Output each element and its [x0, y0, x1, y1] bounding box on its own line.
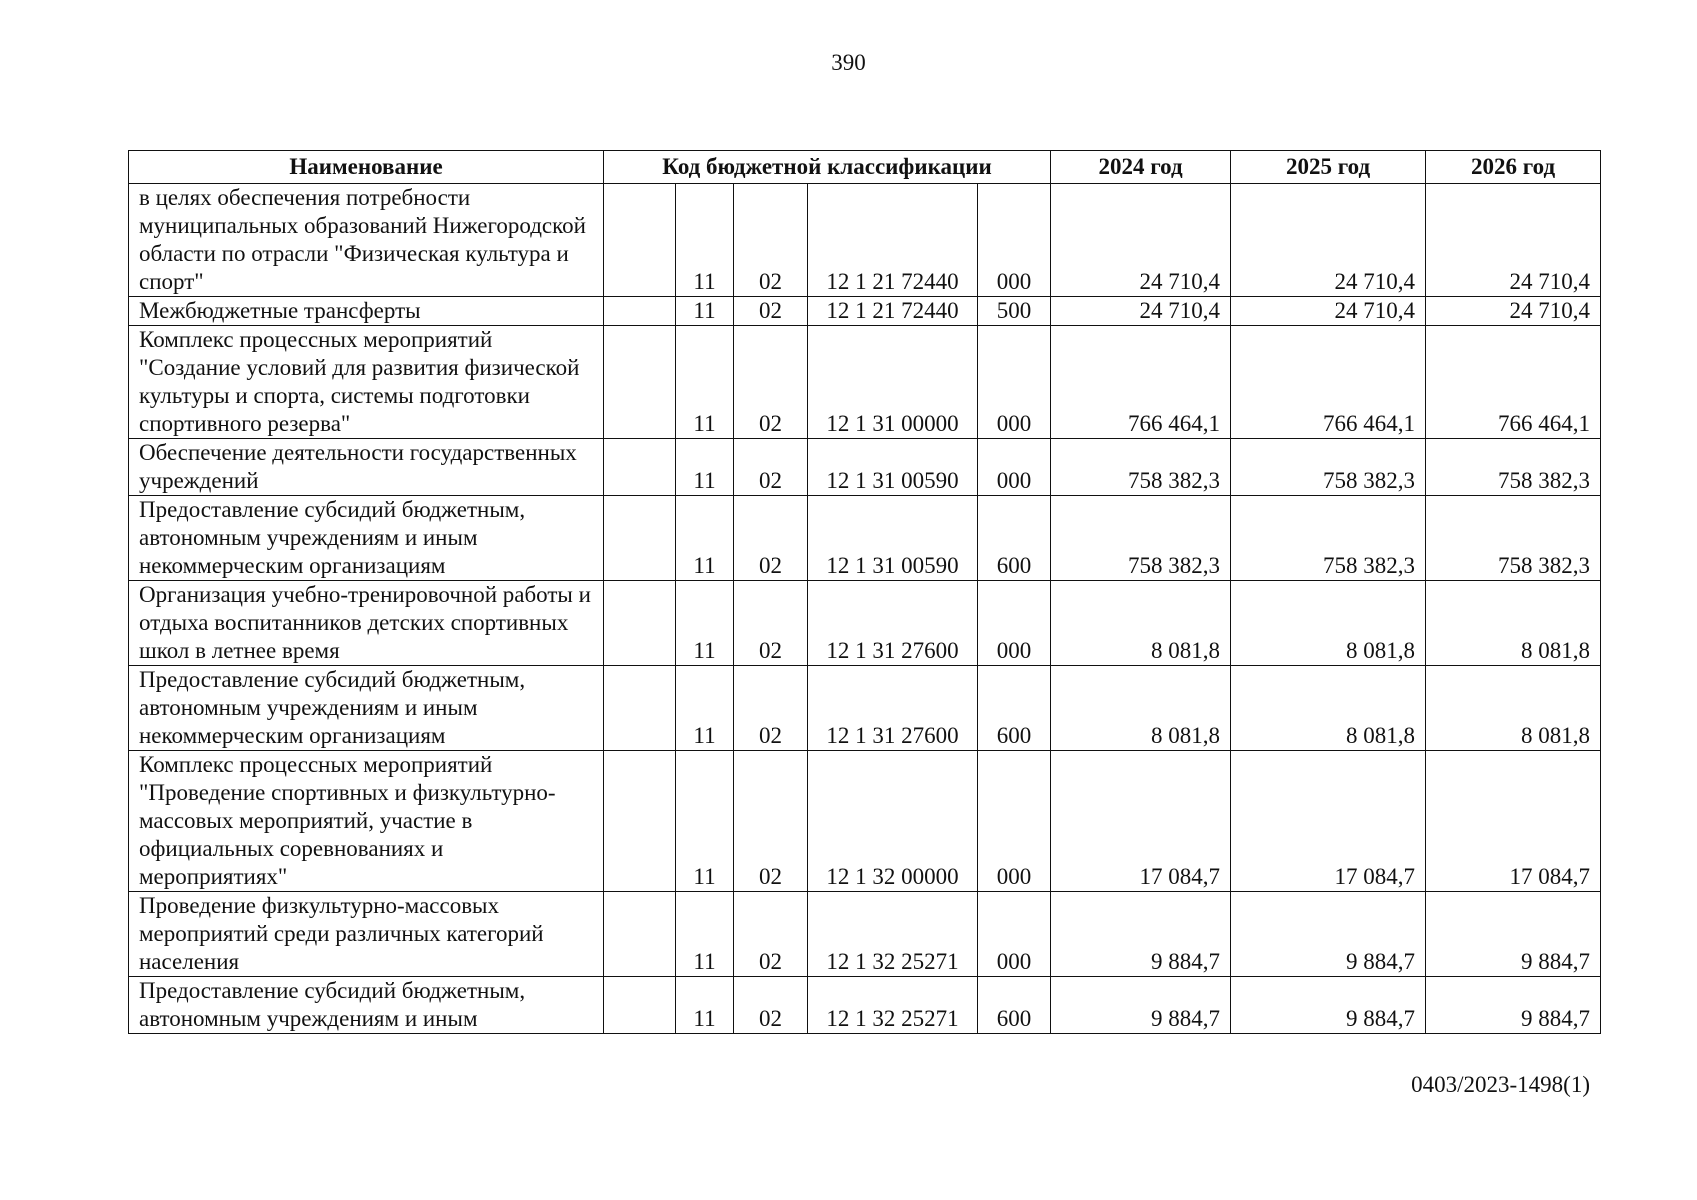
amount-2025: 9 884,7: [1231, 892, 1426, 977]
row-name: Комплекс процессных мероприятий "Проведение спортивных и физкультурно-массовых мероприятий, участие в официальных соревнованиях и мероприятиях": [129, 751, 604, 892]
code-empty: [604, 666, 676, 751]
code-empty: [604, 326, 676, 439]
code-section: 11: [676, 297, 734, 326]
code-expense-type: 000: [978, 581, 1051, 666]
code-expense-type: 000: [978, 892, 1051, 977]
row-name: Предоставление субсидий бюджетным, автономным учреждениям и иным некоммерческим организациям: [129, 496, 604, 581]
code-expense-type: 600: [978, 977, 1051, 1034]
amount-2025: 9 884,7: [1231, 977, 1426, 1034]
amount-2026: 9 884,7: [1426, 977, 1601, 1034]
code-target-article: 12 1 31 27600: [808, 666, 978, 751]
amount-2026: 766 464,1: [1426, 326, 1601, 439]
row-name: в целях обеспечения потребности муниципальных образований Нижегородской области по отрасли "Физическая культура и спорт": [129, 184, 604, 297]
table-row: [129, 184, 1601, 297]
code-target-article: 12 1 32 00000: [808, 751, 978, 892]
code-subsection: 02: [734, 439, 808, 496]
code-section: 11: [676, 184, 734, 297]
code-section: 11: [676, 581, 734, 666]
code-empty: [604, 297, 676, 326]
code-target-article: 12 1 21 72440: [808, 184, 978, 297]
code-target-article: 12 1 31 00000: [808, 326, 978, 439]
code-subsection: 02: [734, 184, 808, 297]
amount-2025: 8 081,8: [1231, 581, 1426, 666]
code-target-article: 12 1 21 72440: [808, 297, 978, 326]
code-section: 11: [676, 666, 734, 751]
amount-2025: 17 084,7: [1231, 751, 1426, 892]
amount-2024: 766 464,1: [1051, 326, 1231, 439]
code-expense-type: 000: [978, 439, 1051, 496]
code-target-article: 12 1 31 27600: [808, 581, 978, 666]
amount-2026: 17 084,7: [1426, 751, 1601, 892]
code-expense-type: 000: [978, 751, 1051, 892]
header-name: Наименование: [129, 151, 604, 184]
code-expense-type: 600: [978, 666, 1051, 751]
code-empty: [604, 581, 676, 666]
code-empty: [604, 977, 676, 1034]
code-subsection: 02: [734, 581, 808, 666]
amount-2024: 9 884,7: [1051, 892, 1231, 977]
code-section: 11: [676, 439, 734, 496]
amount-2024: 24 710,4: [1051, 184, 1231, 297]
code-empty: [604, 751, 676, 892]
code-section: 11: [676, 892, 734, 977]
code-subsection: 02: [734, 297, 808, 326]
page-number: 390: [831, 50, 866, 75]
code-expense-type: 600: [978, 496, 1051, 581]
row-name: Обеспечение деятельности государственных учреждений: [129, 439, 604, 496]
code-empty: [604, 892, 676, 977]
row-name: Проведение физкультурно-массовых мероприятий среди различных категорий населения: [129, 892, 604, 977]
header-code: Код бюджетной классификации: [604, 151, 1051, 184]
amount-2026: 758 382,3: [1426, 496, 1601, 581]
code-subsection: 02: [734, 496, 808, 581]
table-row: [129, 581, 1601, 666]
amount-2026: 758 382,3: [1426, 439, 1601, 496]
code-subsection: 02: [734, 977, 808, 1034]
header-2025: 2025 год: [1231, 151, 1426, 184]
code-empty: [604, 439, 676, 496]
amount-2026: 8 081,8: [1426, 666, 1601, 751]
amount-2024: 758 382,3: [1051, 496, 1231, 581]
code-target-article: 12 1 31 00590: [808, 439, 978, 496]
amount-2026: 24 710,4: [1426, 184, 1601, 297]
table-row: [129, 326, 1601, 439]
code-section: 11: [676, 496, 734, 581]
row-name: Межбюджетные трансферты: [129, 297, 604, 326]
code-expense-type: 000: [978, 326, 1051, 439]
code-target-article: 12 1 32 25271: [808, 892, 978, 977]
code-expense-type: 000: [978, 184, 1051, 297]
row-name: Организация учебно-тренировочной работы и отдыха воспитанников детских спортивных школ в летнее время: [129, 581, 604, 666]
amount-2026: 8 081,8: [1426, 581, 1601, 666]
amount-2025: 758 382,3: [1231, 496, 1426, 581]
header-2024: 2024 год: [1051, 151, 1231, 184]
amount-2025: 766 464,1: [1231, 326, 1426, 439]
amount-2024: 9 884,7: [1051, 977, 1231, 1034]
amount-2025: 24 710,4: [1231, 297, 1426, 326]
table-row: [129, 977, 1601, 1034]
amount-2025: 8 081,8: [1231, 666, 1426, 751]
code-empty: [604, 184, 676, 297]
code-section: 11: [676, 977, 734, 1034]
amount-2026: 24 710,4: [1426, 297, 1601, 326]
amount-2024: 17 084,7: [1051, 751, 1231, 892]
code-empty: [604, 496, 676, 581]
amount-2024: 8 081,8: [1051, 666, 1231, 751]
code-subsection: 02: [734, 892, 808, 977]
document-number: 0403/2023-1498(1): [1411, 1072, 1590, 1097]
row-name: Предоставление субсидий бюджетным, автономным учреждениям и иным некоммерческим организациям: [129, 666, 604, 751]
row-name: Предоставление субсидий бюджетным, автономным учреждениям и иным: [129, 977, 604, 1034]
code-expense-type: 500: [978, 297, 1051, 326]
budget-table: [128, 150, 1601, 1034]
amount-2024: 24 710,4: [1051, 297, 1231, 326]
code-section: 11: [676, 326, 734, 439]
code-subsection: 02: [734, 666, 808, 751]
table-row: [129, 297, 1601, 326]
header-2026: 2026 год: [1426, 151, 1601, 184]
table-row: [129, 439, 1601, 496]
amount-2025: 24 710,4: [1231, 184, 1426, 297]
code-subsection: 02: [734, 751, 808, 892]
table-row: [129, 751, 1601, 892]
table-row: [129, 496, 1601, 581]
table-body: [129, 184, 1601, 1034]
table-header-row: [129, 151, 1601, 184]
code-subsection: 02: [734, 326, 808, 439]
table-row: [129, 892, 1601, 977]
code-section: 11: [676, 751, 734, 892]
row-name: Комплекс процессных мероприятий "Создание условий для развития физической культуры и спорта, системы подготовки спортивного резерва": [129, 326, 604, 439]
amount-2026: 9 884,7: [1426, 892, 1601, 977]
table-row: [129, 666, 1601, 751]
code-target-article: 12 1 31 00590: [808, 496, 978, 581]
amount-2024: 8 081,8: [1051, 581, 1231, 666]
amount-2024: 758 382,3: [1051, 439, 1231, 496]
code-target-article: 12 1 32 25271: [808, 977, 978, 1034]
amount-2025: 758 382,3: [1231, 439, 1426, 496]
